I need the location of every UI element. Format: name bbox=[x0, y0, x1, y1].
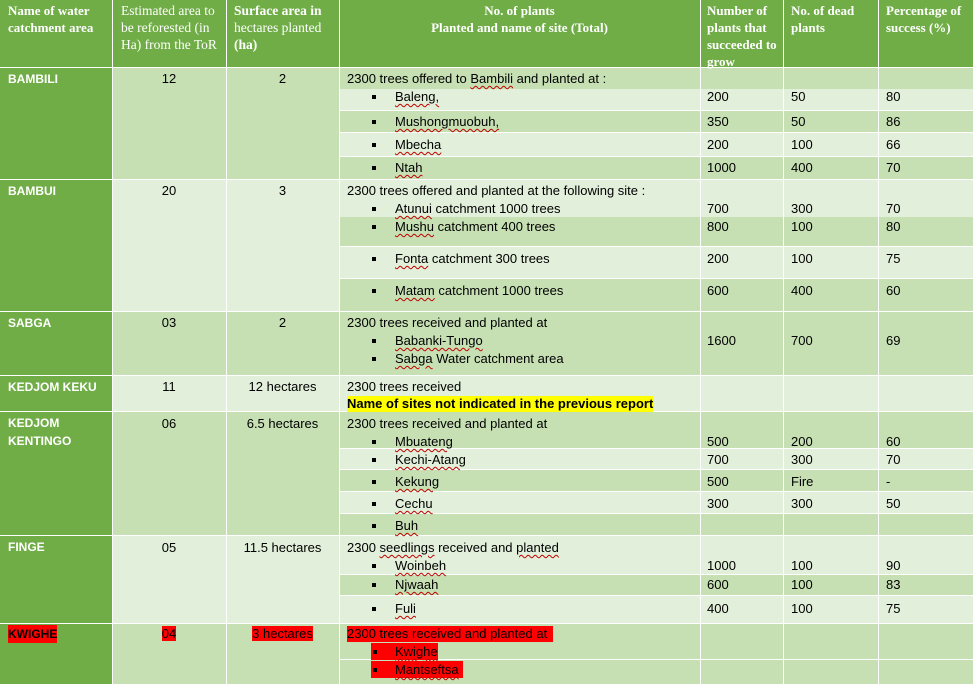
bullet-icon bbox=[373, 668, 377, 672]
dead-count: 50 bbox=[791, 114, 806, 129]
surface-area: 11.5 hectares bbox=[243, 540, 322, 555]
surface-area: 2 bbox=[278, 315, 287, 330]
success-percent: 70 bbox=[886, 160, 901, 175]
succeeded-count: 700 bbox=[707, 201, 729, 216]
site-name: Fonta catchment 300 trees bbox=[395, 251, 550, 266]
surface-area: 3 bbox=[278, 183, 287, 198]
succeeded-count: 500 bbox=[707, 474, 729, 489]
site-name: Mbuateng bbox=[395, 434, 453, 449]
dead-count: 100 bbox=[791, 137, 813, 152]
succeeded-count: 300 bbox=[707, 496, 729, 511]
site-name-word: Atunui bbox=[395, 201, 432, 216]
dead-count: 300 bbox=[791, 496, 813, 511]
dead-count: 50 bbox=[791, 89, 806, 104]
bullet-icon bbox=[372, 95, 376, 99]
surface-area: 2 bbox=[278, 71, 287, 86]
site-name: Mushongmuobuh, bbox=[395, 114, 500, 129]
planting-intro-place: Bambili bbox=[470, 71, 513, 86]
bullet-icon bbox=[372, 207, 376, 211]
row-name: BAMBUI bbox=[8, 184, 56, 198]
site-name: Kechi-Atang bbox=[395, 452, 466, 467]
site-name-word: Mushu bbox=[395, 219, 435, 234]
succeeded-count: 1000 bbox=[707, 558, 736, 573]
header-percentage-success: Percentage of success (%) bbox=[886, 3, 962, 35]
site-name: Fuli bbox=[395, 601, 416, 616]
success-percent: 80 bbox=[886, 219, 901, 234]
site-name: Kwighe bbox=[395, 644, 438, 659]
site-name: Cechu bbox=[395, 496, 433, 511]
header-succeeded: Number of plants that succeeded to grow bbox=[707, 3, 777, 69]
row-name: KEDJOM KEKU bbox=[8, 380, 97, 394]
estimated-area bbox=[112, 626, 226, 642]
header-estimated-area: Estimated area to be reforested (in Ha) from the ToR bbox=[121, 3, 217, 52]
success-percent: 60 bbox=[886, 283, 901, 298]
success-percent: 83 bbox=[886, 577, 901, 592]
row-name: KWIGHE bbox=[8, 627, 58, 641]
row-name-line2: KENTINGO bbox=[8, 434, 72, 448]
site-name: Mantseftsa bbox=[395, 662, 459, 677]
planting-intro: 2300 trees received and planted at bbox=[347, 416, 548, 431]
missing-sites-note: Name of sites not indicated in the previous report bbox=[347, 396, 654, 411]
succeeded-count: 200 bbox=[707, 251, 729, 266]
row-name: SABGA bbox=[8, 316, 52, 330]
dead-count: 300 bbox=[791, 452, 813, 467]
header-surface-normal: hectares planted bbox=[234, 20, 322, 35]
succeeded-count: 500 bbox=[707, 434, 729, 449]
dead-count: 400 bbox=[791, 160, 813, 175]
header-no-of-plants-line2: Planted and name of site (Total) bbox=[431, 20, 608, 35]
dead-count: 100 bbox=[791, 251, 813, 266]
planting-intro: 2300 trees received bbox=[347, 379, 462, 394]
dead-count: 100 bbox=[791, 219, 813, 234]
row-name-line1: KEDJOM bbox=[8, 416, 60, 430]
site-name: Matam catchment 1000 trees bbox=[395, 283, 564, 298]
succeeded-count: 350 bbox=[707, 114, 729, 129]
bullet-icon bbox=[372, 357, 376, 361]
planting-intro: 2300 seedlings received and planted bbox=[347, 540, 559, 555]
site-name: Sabga Water catchment area bbox=[395, 351, 564, 366]
success-percent: 60 bbox=[886, 434, 901, 449]
header-no-of-plants bbox=[339, 2, 700, 36]
site-name: Woinbeh bbox=[395, 558, 447, 573]
success-percent: 70 bbox=[886, 201, 901, 216]
header-name-water-catchment: Name of water catchment area bbox=[8, 3, 94, 35]
site-name: Njwaah bbox=[395, 577, 439, 592]
dead-count: 100 bbox=[791, 577, 813, 592]
success-percent: 66 bbox=[886, 137, 901, 152]
bullet-icon bbox=[372, 120, 376, 124]
site-name: Kekung bbox=[395, 474, 440, 489]
surface-area-highlight: 3 hectares bbox=[252, 626, 313, 641]
succeeded-count: 400 bbox=[707, 601, 729, 616]
planting-intro: 2300 trees offered and planted at the following site : bbox=[347, 183, 646, 198]
site-name: Mushu catchment 400 trees bbox=[395, 219, 556, 234]
site-name-word: Matam bbox=[395, 283, 435, 298]
row-name: FINGE bbox=[8, 540, 45, 554]
surface-area bbox=[226, 626, 339, 642]
surface-area: 12 hectares bbox=[248, 379, 317, 394]
site-name: Baleng, bbox=[395, 89, 440, 104]
dead-count: 200 bbox=[791, 434, 813, 449]
dead-count: 300 bbox=[791, 201, 813, 216]
success-percent: 75 bbox=[886, 251, 901, 266]
dead-count: 400 bbox=[791, 283, 813, 298]
succeeded-count: 1000 bbox=[707, 160, 736, 175]
succeeded-count: 800 bbox=[707, 219, 729, 234]
row-name bbox=[8, 414, 71, 450]
site-name: Babanki-Tungo bbox=[395, 333, 483, 348]
header-dead-plants: No. of dead plants bbox=[791, 3, 855, 35]
planting-intro-seedlings: seedlings bbox=[379, 540, 435, 555]
surface-area: 6.5 hectares bbox=[246, 416, 319, 431]
succeeded-count: 600 bbox=[707, 577, 729, 592]
dead-count: 700 bbox=[791, 333, 813, 348]
bullet-icon bbox=[372, 143, 376, 147]
estimated-area: 20 bbox=[161, 183, 177, 198]
estimated-area: 06 bbox=[161, 416, 177, 431]
planting-intro-planted: planted bbox=[516, 540, 559, 555]
site-name: Buh bbox=[395, 518, 419, 533]
bullet-icon bbox=[372, 480, 376, 484]
estimated-area: 12 bbox=[161, 71, 177, 86]
bullet-icon bbox=[372, 166, 376, 170]
bullet-icon bbox=[372, 583, 376, 587]
succeeded-count: 200 bbox=[707, 89, 729, 104]
bullet-icon bbox=[372, 257, 376, 261]
dead-count: Fire bbox=[791, 474, 814, 489]
succeeded-count: 700 bbox=[707, 452, 729, 467]
site-name: Atunui catchment 1000 trees bbox=[395, 201, 561, 216]
bullet-icon bbox=[372, 225, 376, 229]
succeeded-count: 200 bbox=[707, 137, 729, 152]
success-percent: - bbox=[886, 474, 891, 489]
dead-count: 100 bbox=[791, 601, 813, 616]
planting-intro: 2300 trees received and planted at bbox=[347, 626, 553, 642]
site-name: Ntah bbox=[395, 160, 423, 175]
succeeded-count: 1600 bbox=[707, 333, 736, 348]
row-name: BAMBILI bbox=[8, 72, 58, 86]
bullet-icon bbox=[372, 502, 376, 506]
planting-intro: 2300 trees offered to Bambili and planted at : bbox=[347, 71, 607, 86]
estimated-area: 03 bbox=[161, 315, 177, 330]
success-percent: 75 bbox=[886, 601, 901, 616]
estimated-area-highlight: 04 bbox=[161, 626, 177, 641]
success-percent: 80 bbox=[886, 89, 901, 104]
bullet-icon bbox=[372, 524, 376, 528]
bullet-icon bbox=[372, 607, 376, 611]
success-percent: 70 bbox=[886, 452, 901, 467]
estimated-area: 11 bbox=[162, 379, 176, 394]
success-percent: 69 bbox=[886, 333, 901, 348]
header-surface-area bbox=[234, 2, 338, 53]
planting-intro: 2300 trees received and planted at bbox=[347, 315, 548, 330]
estimated-area: 05 bbox=[161, 540, 177, 555]
succeeded-count: 600 bbox=[707, 283, 729, 298]
bullet-icon bbox=[372, 440, 376, 444]
header-surface-ha: (ha) bbox=[234, 37, 258, 52]
bullet-icon bbox=[372, 564, 376, 568]
dead-count: 100 bbox=[791, 558, 813, 573]
header-surface-bold: Surface area in bbox=[234, 3, 322, 18]
bullet-icon bbox=[372, 339, 376, 343]
bullet-icon bbox=[372, 289, 376, 293]
success-percent: 86 bbox=[886, 114, 901, 129]
success-percent: 50 bbox=[886, 496, 901, 511]
site-name-word: Fonta bbox=[395, 251, 429, 266]
bullet-icon bbox=[373, 650, 377, 654]
site-name-word: Sabga bbox=[395, 351, 433, 366]
header-no-of-plants-line1: No. of plants bbox=[484, 3, 555, 18]
site-name: Mbecha bbox=[395, 137, 442, 152]
bullet-icon bbox=[372, 458, 376, 462]
success-percent: 90 bbox=[886, 558, 901, 573]
